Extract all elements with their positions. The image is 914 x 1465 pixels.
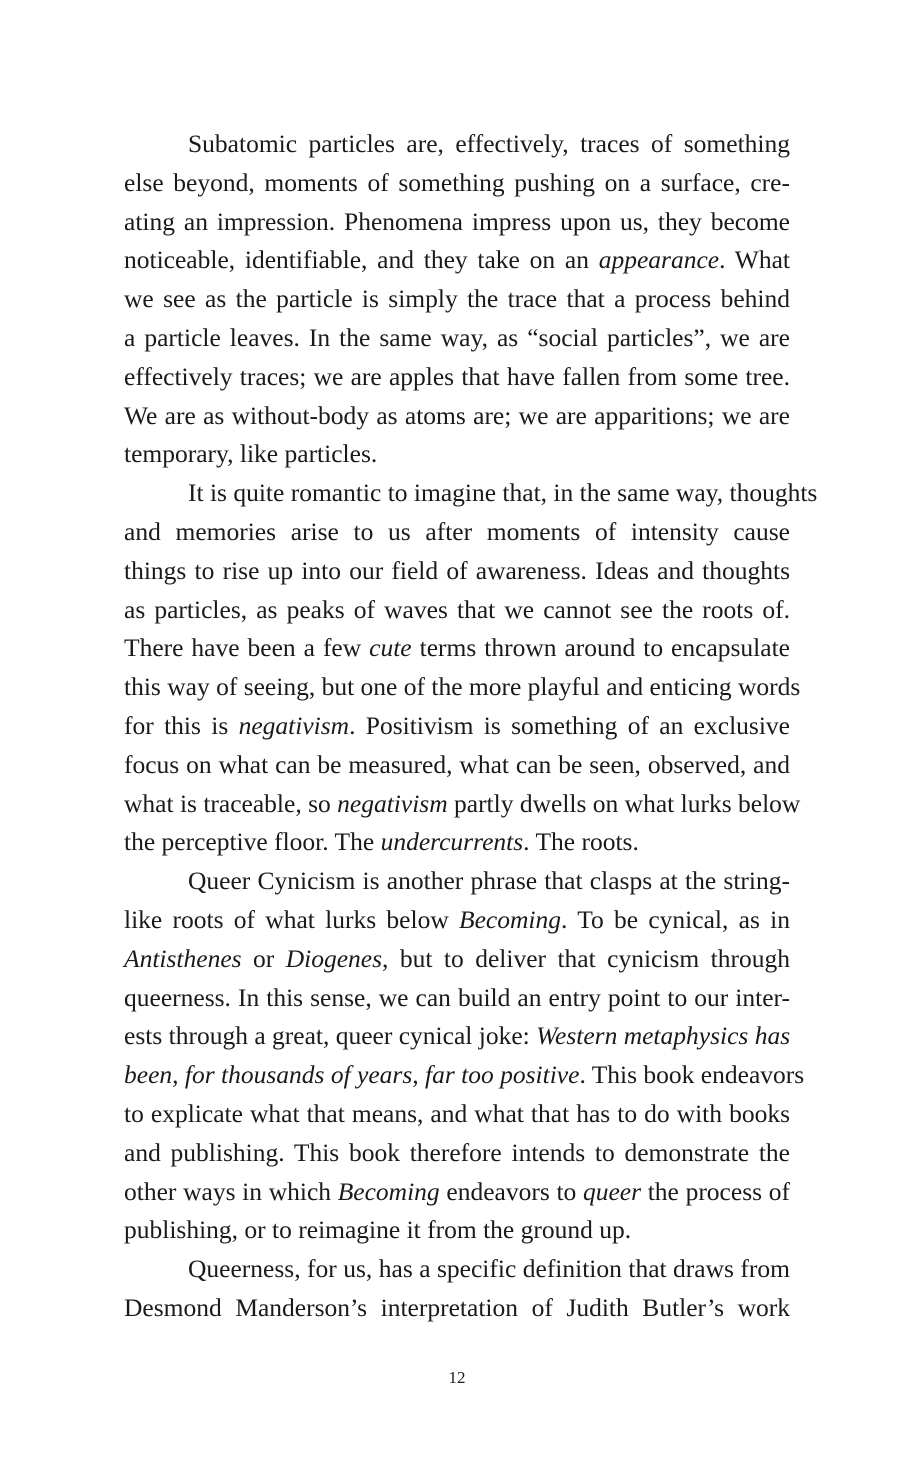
text-run: noticeable, identifiable, and they take on an: [124, 245, 599, 275]
text-run: other ways in which: [124, 1176, 338, 1206]
text-line: [124, 785, 801, 824]
text-run: ests through a great, queer cynical joke:: [124, 1021, 537, 1051]
text-run: like roots of what lurks below: [124, 904, 460, 934]
text-line: and publishing. This book therefore intends to demonstrate the: [124, 1137, 790, 1167]
text-line: [124, 1017, 790, 1056]
text-line: Queerness, for us, has a specific definition that draws from: [188, 1254, 790, 1284]
italic-run: Antisthenes: [124, 943, 242, 973]
italic-run: Becoming: [337, 1176, 440, 1206]
text-line: Subatomic particles are, effectively, traces of something: [188, 129, 790, 158]
page-number: 12: [448, 1368, 466, 1387]
text-line: We are as without-body as atoms are; we are apparitions; we are: [124, 400, 790, 430]
text-line: else beyond, moments of something pushing on a surface, cre-: [124, 167, 790, 197]
text-line: a particle leaves. In the same way, as “social particles”, we are: [124, 322, 790, 352]
text-run: terms thrown around to encapsulate: [411, 633, 790, 663]
italic-run: queer: [582, 1176, 642, 1206]
text-run: . Positivism is something of an exclusive: [349, 710, 790, 740]
paragraph: [124, 474, 818, 862]
paragraph: [124, 1250, 790, 1328]
text-run: . This book endeavors: [579, 1060, 805, 1090]
italic-run: been, for thousands of years, far too positive: [124, 1060, 580, 1090]
text-line: effectively traces; we are apples that have fallen from some tree.: [124, 361, 790, 391]
text-line: to explicate what that means, and what that has to do with books: [124, 1098, 790, 1128]
text-line: temporary, like particles.: [124, 439, 378, 469]
text-run: There have been a few: [124, 633, 370, 663]
italic-run: negativism: [337, 788, 448, 818]
text-line: as particles, as peaks of waves that we cannot see the roots of.: [124, 594, 790, 624]
text-line: this way of seeing, but one of the more playful and enticing words: [124, 672, 801, 702]
italic-run: Diogenes: [285, 943, 383, 973]
text-line: queerness. In this sense, we can build an entry point to our inter-: [124, 982, 790, 1012]
text-line: things to rise up into our field of awareness. Ideas and thoughts: [124, 555, 790, 585]
text-line: [124, 1056, 805, 1095]
paragraph: [124, 125, 790, 474]
text-run: . To be cynical, as in: [561, 904, 790, 934]
text-line: and memories arise to us after moments of intensity cause: [124, 516, 790, 546]
text-run: , but to deliver that cynicism through: [382, 943, 790, 973]
text-run: the process of: [641, 1176, 790, 1206]
paragraph: [124, 862, 805, 1250]
text-run: partly dwells on what lurks below: [447, 788, 801, 818]
italic-run: appearance: [598, 245, 720, 275]
text-run: for this is: [124, 710, 239, 740]
italic-run: cute: [369, 633, 412, 663]
text-line: [124, 940, 790, 979]
text-line: ating an impression. Phenomena impress upon us, they become: [124, 206, 790, 236]
text-run: . The roots.: [523, 827, 639, 857]
italic-run: Becoming: [459, 904, 561, 934]
text-run: the perceptive floor. The: [124, 827, 381, 857]
text-line: Queer Cynicism is another phrase that clasps at the string-: [188, 866, 790, 896]
text-line: Desmond Manderson’s interpretation of Judith Butler’s work: [124, 1292, 790, 1322]
text-line: [124, 823, 790, 862]
text-line: [124, 1173, 790, 1212]
text-line: [124, 629, 790, 668]
italic-run: undercurrents: [380, 827, 524, 857]
text-line: focus on what can be measured, what can be seen, observed, and: [124, 749, 790, 779]
body-text: [124, 125, 818, 1328]
text-line: [124, 241, 790, 280]
text-run: . What: [719, 245, 791, 275]
text-line: [124, 707, 790, 746]
text-run: or: [241, 943, 286, 973]
italic-run: Western metaphysics has: [536, 1021, 791, 1051]
italic-run: negativism: [238, 710, 350, 740]
text-line: [124, 901, 790, 940]
text-run: endeavors to: [439, 1176, 583, 1206]
text-run: what is traceable, so: [124, 788, 338, 818]
text-line: publishing, or to reimagine it from the ground up.: [124, 1215, 632, 1245]
text-line: It is quite romantic to imagine that, in the same way, thoughts: [188, 478, 818, 508]
text-line: we see as the particle is simply the trace that a process behind: [124, 284, 790, 314]
